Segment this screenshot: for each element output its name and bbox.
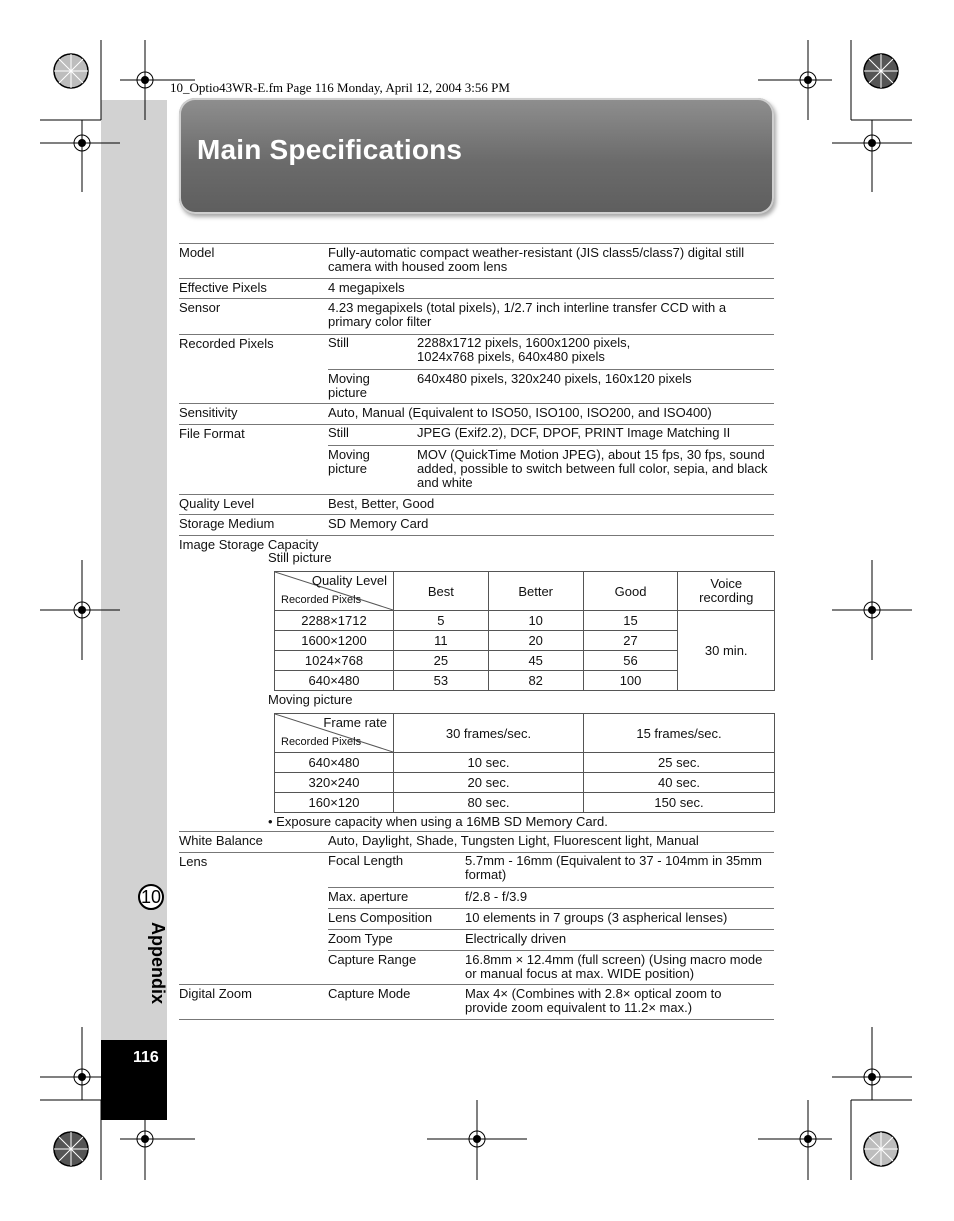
sub-key: Capture Mode xyxy=(328,986,411,1001)
table-cell: 20 sec. xyxy=(394,773,584,793)
sub-value: 5.7mm - 16mm (Equivalent to 37 - 104mm in 35mm format) xyxy=(465,853,762,882)
sub-key: Capture Range xyxy=(328,952,417,967)
chapter-number-badge: 10 xyxy=(138,884,164,910)
table-cell: 1600×1200 xyxy=(275,631,394,651)
spec-value: SD Memory Card xyxy=(328,516,429,531)
spec-label: File Format xyxy=(179,426,245,441)
spec-value: Fully-automatic compact weather-resistant (JIS class5/class7) digital still camera with housed zoom lens xyxy=(328,245,745,274)
column-header: Better xyxy=(488,572,583,611)
sub-value: Electrically driven xyxy=(465,931,567,946)
file-header-line: 10_Optio43WR-E.fm Page 116 Monday, April 12, 2004 3:56 PM xyxy=(170,80,510,95)
spec-value: Best, Better, Good xyxy=(328,496,435,511)
table-cell: 40 sec. xyxy=(584,773,775,793)
moving-picture-heading: Moving picture xyxy=(268,692,353,707)
spec-label: Model xyxy=(179,245,215,260)
sub-value: 640x480 pixels, 320x240 pixels, 160x120 pixels xyxy=(417,371,692,386)
sub-key: Zoom Type xyxy=(328,931,393,946)
page-title: Main Specifications xyxy=(197,134,463,165)
table-cell: 150 sec. xyxy=(584,793,775,813)
sub-key: Max. aperture xyxy=(328,889,409,904)
voice-recording-header: Voice recording xyxy=(699,576,754,605)
sub-value: 16.8mm × 12.4mm (full screen) (Using macro mode or manual focus at max. WIDE position) xyxy=(465,952,763,981)
spec-label: Image Storage Capacity xyxy=(179,537,319,552)
spec-label: Sensor xyxy=(179,300,221,315)
sub-value-line-2: 1024x768 pixels, 640x480 pixels xyxy=(417,349,605,364)
sub-key: Moving picture xyxy=(328,371,370,400)
chapter-tab-label: Appendix xyxy=(148,922,168,1005)
table-cell: 15 xyxy=(583,611,678,631)
sub-value: MOV (QuickTime Motion JPEG), about 15 fps, 30 fps, sound added, possible to switch between full color, sepia, and black and white xyxy=(417,447,768,490)
spec-label: Digital Zoom xyxy=(179,986,252,1001)
table-cell: 5 xyxy=(394,611,489,631)
corner-top-label: Frame rate xyxy=(323,715,387,730)
spec-label: Storage Medium xyxy=(179,516,275,531)
table-cell: 20 xyxy=(488,631,583,651)
table-cell: 10 sec. xyxy=(394,753,584,773)
sub-value: 10 elements in 7 groups (3 aspherical lenses) xyxy=(465,910,728,925)
sub-value: f/2.8 - f/3.9 xyxy=(465,889,528,904)
sub-value: JPEG (Exif2.2), DCF, DPOF, PRINT Image Matching II xyxy=(417,425,731,440)
sub-key: Still xyxy=(328,425,349,440)
voice-recording-cell: 30 min. xyxy=(678,611,775,691)
sub-value-line-1: 2288x1712 pixels, 1600x1200 pixels, xyxy=(417,335,631,350)
table-cell: 82 xyxy=(488,671,583,691)
corner-bottom-label: Recorded Pixels xyxy=(281,594,362,606)
table-cell: 640×480 xyxy=(275,671,394,691)
table-cell: 25 xyxy=(394,651,489,671)
spec-label: Recorded Pixels xyxy=(179,336,274,351)
table-cell: 1024×768 xyxy=(275,651,394,671)
table-cell: 25 sec. xyxy=(584,753,775,773)
sub-key: Lens Composition xyxy=(328,910,433,925)
table-cell: 10 xyxy=(488,611,583,631)
spec-value: 4 megapixels xyxy=(328,280,405,295)
spec-value: Auto, Manual (Equivalent to ISO50, ISO100, ISO200, and ISO400) xyxy=(328,405,712,420)
table-cell: 640×480 xyxy=(275,753,394,773)
table-cell: 11 xyxy=(394,631,489,651)
capacity-note: • Exposure capacity when using a 16MB SD Memory Card. xyxy=(268,814,608,829)
sub-key: Moving picture xyxy=(328,447,370,476)
spec-value: 4.23 megapixels (total pixels), 1/2.7 inch interline transfer CCD with a primary color filter xyxy=(328,300,727,329)
table-cell: 320×240 xyxy=(275,773,394,793)
column-header: 30 frames/sec. xyxy=(394,714,584,753)
table-cell: 2288×1712 xyxy=(275,611,394,631)
still-picture-heading: Still picture xyxy=(268,550,332,565)
sub-key: Still xyxy=(328,335,349,350)
corner-bottom-label: Recorded Pixels xyxy=(281,736,362,748)
table-cell: 27 xyxy=(583,631,678,651)
spec-label: Sensitivity xyxy=(179,405,238,420)
spec-label: Lens xyxy=(179,854,208,869)
table-cell: 53 xyxy=(394,671,489,691)
table-cell: 45 xyxy=(488,651,583,671)
table-cell: 56 xyxy=(583,651,678,671)
spec-value: Auto, Daylight, Shade, Tungsten Light, Fluorescent light, Manual xyxy=(328,833,699,848)
column-header: 15 frames/sec. xyxy=(584,714,775,753)
spec-label: White Balance xyxy=(179,833,263,848)
column-header: Best xyxy=(394,572,489,611)
sub-key: Focal Length xyxy=(328,853,404,868)
sub-value: Max 4× (Combines with 2.8× optical zoom to provide zoom equivalent to 11.2× max.) xyxy=(465,986,722,1015)
spec-label: Effective Pixels xyxy=(179,280,267,295)
table-cell: 160×120 xyxy=(275,793,394,813)
table-cell: 80 sec. xyxy=(394,793,584,813)
spec-label: Quality Level xyxy=(179,496,255,511)
table-cell: 100 xyxy=(583,671,678,691)
column-header: Good xyxy=(583,572,678,611)
page-number: 116 xyxy=(133,1049,159,1066)
corner-top-label: Quality Level xyxy=(311,573,387,588)
